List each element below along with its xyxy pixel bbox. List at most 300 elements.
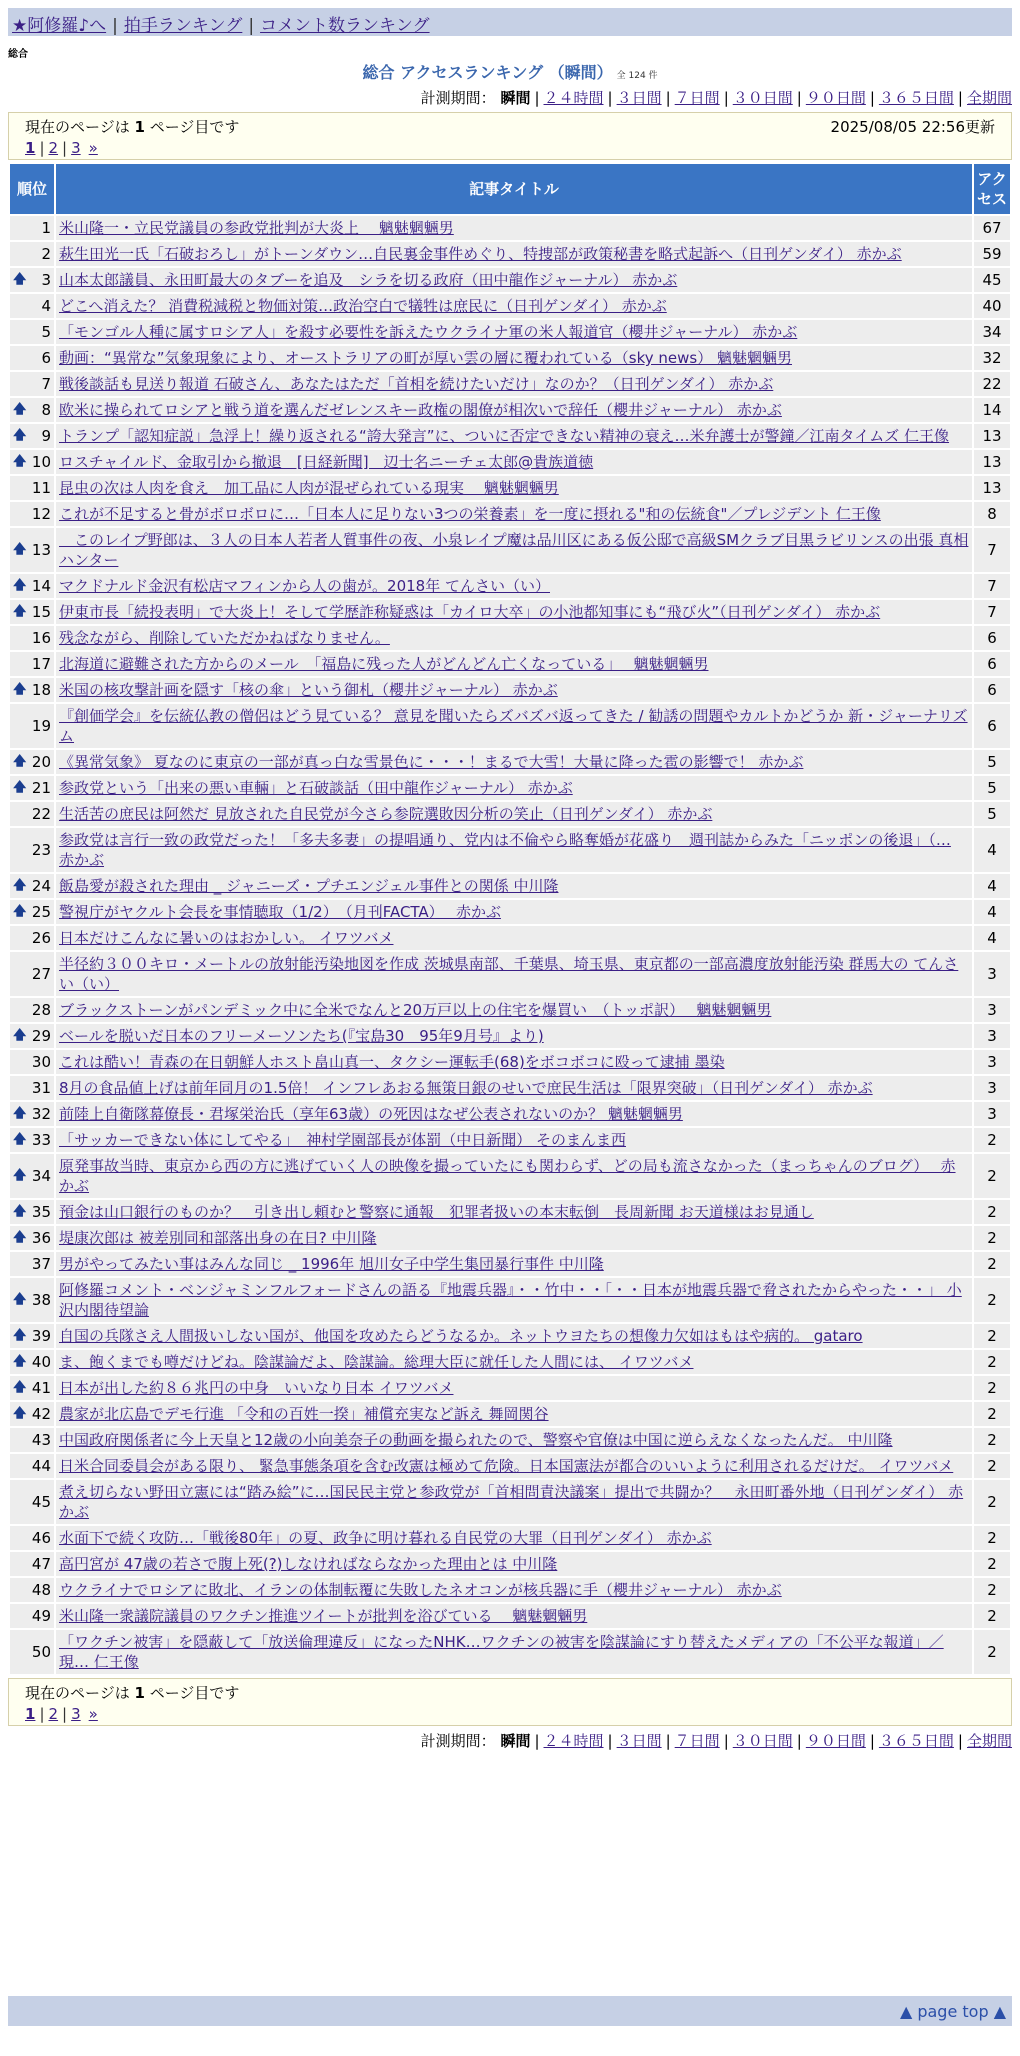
up-arrow-icon: 🡅: [13, 1204, 27, 1219]
rank-cell: [10, 1454, 54, 1478]
article-link[interactable]: 残念ながら、削除していただかねばなりません。: [59, 629, 390, 647]
table-row: [10, 450, 1010, 474]
article-link[interactable]: トランプ「認知症説」急浮上！繰り返される“誇大発言”に、ついに否定できない精神の衰え…米弁護士が警鐘／江南タイムズ 仁王像: [59, 427, 950, 445]
rank-cell: [10, 320, 54, 344]
next-page-link[interactable]: »: [88, 1705, 98, 1723]
period-separator: |: [723, 89, 729, 107]
rank-cell: [10, 294, 54, 318]
rank-number: 2: [41, 245, 51, 263]
article-link[interactable]: 伊東市長「続投表明」で大炎上！そして学歴詐称疑惑は「カイロ大卒」の小池都知事にも“飛び火”（日刊ゲンダイ） 赤かぶ: [59, 603, 881, 621]
access-count: 7: [974, 600, 1010, 624]
article-link[interactable]: 北海道に避難された方からのメール 「福島に残った人がどんどん亡くなっている」 魑魅魍魎男: [59, 655, 709, 673]
title-cell: [56, 802, 972, 826]
pager-separator: |: [62, 1705, 68, 1723]
article-link[interactable]: 「サッカーできない体にしてやる」 神村学園部長が体罰（中日新聞） そのまんま西: [59, 1131, 626, 1149]
article-link[interactable]: 『創価学会』を伝統仏教の僧侶はどう見ている？ 意見を聞いたらズバズバ返ってきた / 勧誘の問題やカルトかどうか 新・ジャーナリズム: [59, 707, 968, 745]
article-link[interactable]: 日米合同委員会がある限り、 緊急事態条項を含む改憲は極めて危険。日本国憲法が都合のいいように利用されるだけだ。 イワツバメ: [59, 1457, 954, 1475]
rank-cell: [10, 926, 54, 950]
article-link[interactable]: 煮え切らない野田立憲には“踏み絵”に…国民民主党と参政党が「首相問責決議案」提出で共闘か？ 永田町番外地（日刊ゲンダイ） 赤かぶ: [59, 1483, 964, 1521]
access-count: 2: [974, 1454, 1010, 1478]
access-count: 32: [974, 346, 1010, 370]
up-arrow-icon: 🡅: [13, 1132, 27, 1147]
table-row: [10, 1376, 1010, 1400]
table-row: [10, 242, 1010, 266]
table-row: [10, 424, 1010, 448]
access-count: 34: [974, 320, 1010, 344]
article-link[interactable]: ブラックストーンがパンデミック中に全米でなんと20万戸以上の住宅を爆買い （トッポ訳） 魑魅魍魎男: [59, 1001, 772, 1019]
period-option[interactable]: ９０日間: [805, 1732, 866, 1750]
rank-number: 45: [31, 1493, 51, 1511]
access-count: 5: [974, 802, 1010, 826]
table-row: [10, 1630, 1010, 1674]
article-link[interactable]: 中国政府関係者に今上天皇と12歳の小向美奈子の動画を撮られたので、警察や官僚は中国に逆らえなくなったんだ。 中川隆: [59, 1431, 893, 1449]
rank-number: 14: [31, 577, 51, 595]
rank-number: 11: [31, 479, 51, 497]
period-separator: |: [796, 1732, 802, 1750]
period-separator: |: [723, 1732, 729, 1750]
article-link[interactable]: 前陸上自衛隊幕僚長・君塚栄治氏（享年63歳）の死因はなぜ公表されないのか？ 魑魅魍魎男: [59, 1105, 683, 1123]
rank-number: 6: [41, 349, 51, 367]
page-link[interactable]: 3: [71, 139, 81, 157]
table-row: [10, 828, 1010, 872]
title-cell: [56, 952, 972, 996]
table-row: [10, 926, 1010, 950]
article-link[interactable]: これが不足すると骨がボロボロに…「日本人に足りない3つの栄養素」を一度に摂れる"和の伝統食"／プレジデント 仁王像: [59, 505, 881, 523]
period-separator: |: [957, 1732, 963, 1750]
title-cell: [56, 1578, 972, 1602]
access-count: 2: [974, 1154, 1010, 1198]
period-option[interactable]: ２４時間: [543, 89, 604, 107]
rank-cell: [10, 704, 54, 748]
rank-number: 4: [41, 297, 51, 315]
title-cell: [56, 874, 972, 898]
access-count: 4: [974, 900, 1010, 924]
article-link[interactable]: 警視庁がヤクルト会長を事情聴取（1/2） （月刊FACTA） 赤かぶ: [59, 903, 501, 921]
article-link[interactable]: 米国の核攻撃計画を隠す「核の傘」という御札（櫻井ジャーナル） 赤かぶ: [59, 681, 558, 699]
rank-cell: [10, 1024, 54, 1048]
rank-cell: [10, 1278, 54, 1322]
table-row: [10, 320, 1010, 344]
rank-cell: [10, 268, 54, 292]
title-column-header: 記事タイトル: [56, 164, 972, 214]
rank-cell: [10, 1376, 54, 1400]
page-link[interactable]: 1: [25, 139, 36, 157]
table-row: [10, 626, 1010, 650]
rank-number: 5: [41, 323, 51, 341]
access-count: 4: [974, 874, 1010, 898]
rank-number: 28: [31, 1001, 51, 1019]
period-option[interactable]: ３０日間: [732, 1732, 793, 1750]
article-link[interactable]: 山本太郎議員、永田町最大のタブーを追及 シラを切る政府（田中龍作ジャーナル） 赤かぶ: [59, 271, 678, 289]
next-page-link[interactable]: »: [88, 139, 98, 157]
article-link[interactable]: 半径約３００キロ・メートルの放射能汚染地図を作成 茨城県南部、千葉県、埼玉県、東京都の一部高濃度放射能汚染 群馬大の てんさい（い）: [59, 955, 959, 993]
rank-number: 17: [31, 655, 51, 673]
table-row: [10, 346, 1010, 370]
article-link[interactable]: 欧米に操られてロシアと戦う道を選んだゼレンスキー政権の閣僚が相次いで辞任（櫻井ジャーナル） 赤かぶ: [59, 401, 782, 419]
table-row: [10, 1324, 1010, 1348]
access-count: 14: [974, 398, 1010, 422]
article-link[interactable]: 萩生田光一氏「石破おろし」がトーンダウン…自民裏金事件めぐり、特捜部が政策秘書を略式起訴へ（日刊ゲンダイ） 赤かぶ: [59, 245, 902, 263]
rank-number: 50: [31, 1643, 51, 1661]
article-link[interactable]: 「ワクチン被害」を隠蔽して「放送倫理違反」になったNHK…ワクチンの被害を陰謀論にすり替えたメディアの「不公平な報道」／現… 仁王像: [59, 1633, 944, 1671]
rank-cell: [10, 424, 54, 448]
period-option[interactable]: ７日間: [674, 1732, 720, 1750]
rank-number: 40: [31, 1353, 51, 1371]
period-option[interactable]: ９０日間: [805, 89, 866, 107]
article-link[interactable]: 《異常気象》 夏なのに東京の一部が真っ白な雪景色に・・・！まるで大雪！大量に降った雹の影響で！ 赤かぶ: [59, 753, 804, 771]
pagination: [25, 139, 995, 157]
article-link[interactable]: 農家が北広島でデモ行進 「令和の百姓一揆」補償充実など訴え 舞岡関谷: [59, 1405, 549, 1423]
rank-cell: [10, 1604, 54, 1628]
rank-number: 29: [31, 1027, 51, 1045]
title-cell: [56, 652, 972, 676]
rank-number: 30: [31, 1053, 51, 1071]
section-label: 総合: [8, 49, 28, 60]
rank-cell: [10, 450, 54, 474]
access-count: 13: [974, 476, 1010, 500]
rank-cell: [10, 828, 54, 872]
article-link[interactable]: マクドナルド金沢有松店マフィンから人の歯が。2018年 てんさい（い）: [59, 577, 550, 595]
table-row: [10, 600, 1010, 624]
table-row: [10, 750, 1010, 774]
title-cell: [56, 1480, 972, 1524]
period-option: 瞬間: [500, 1732, 531, 1750]
period-option[interactable]: ３６５日間: [878, 89, 954, 107]
rank-cell: [10, 528, 54, 572]
table-row: [10, 1552, 1010, 1576]
up-arrow-icon: 🡅: [13, 1354, 27, 1369]
page-link[interactable]: 2: [48, 1705, 59, 1723]
table-row: [10, 528, 1010, 572]
rank-number: 26: [31, 929, 51, 947]
rank-cell: [10, 1200, 54, 1224]
rank-cell: [10, 776, 54, 800]
article-link[interactable]: このレイプ野郎は、３人の日本人若者人質事件の夜、小泉レイプ魔は品川区にある仮公邸で高級SMクラブ目黒ラビリンスの出張 真相ハンター: [59, 531, 969, 569]
table-row: [10, 1526, 1010, 1550]
title-cell: [56, 346, 972, 370]
table-row: [10, 1154, 1010, 1198]
article-link[interactable]: 動画：“異常な”気象現象により、オーストラリアの町が厚い雲の層に覆われている（sky news） 魑魅魍魎男: [59, 349, 792, 367]
rank-number: 44: [31, 1457, 51, 1475]
up-arrow-icon: 🡅: [13, 1328, 27, 1343]
rank-number: 8: [41, 401, 51, 419]
title-cell: [56, 776, 972, 800]
title-cell: [56, 1102, 972, 1126]
period-option[interactable]: ３日間: [616, 89, 662, 107]
pagination: [25, 1705, 995, 1723]
rank-number: 9: [41, 427, 51, 445]
rank-cell: [10, 398, 54, 422]
table-row: [10, 1226, 1010, 1250]
table-row: [10, 294, 1010, 318]
page-top-link[interactable]: ▲ page top ▲: [899, 2002, 1006, 2021]
rank-cell: [10, 750, 54, 774]
rank-number: 7: [41, 375, 51, 393]
access-count: 3: [974, 1024, 1010, 1048]
rank-number: 25: [31, 903, 51, 921]
table-row: [10, 398, 1010, 422]
table-row: [10, 216, 1010, 240]
rank-number: 18: [31, 681, 51, 699]
title-cell: [56, 502, 972, 526]
access-count: 6: [974, 678, 1010, 702]
rank-cell: [10, 1154, 54, 1198]
access-count: 5: [974, 750, 1010, 774]
period-separator: |: [665, 1732, 671, 1750]
up-arrow-icon: 🡅: [13, 1230, 27, 1245]
period-option[interactable]: ３６５日間: [878, 1732, 954, 1750]
up-arrow-icon: 🡅: [13, 402, 27, 417]
article-link[interactable]: 戦後談話も見送り報道 石破さん、あなたはただ「首相を続けたいだけ」なのか？（日刊ゲンダイ） 赤かぶ: [59, 375, 774, 393]
applause-ranking-link[interactable]: 拍手ランキング: [123, 16, 243, 36]
page-link[interactable]: 2: [48, 139, 59, 157]
title-cell: [56, 450, 972, 474]
access-count: 2: [974, 1428, 1010, 1452]
article-link[interactable]: これは酷い！青森の在日朝鮮人ホスト畠山真一、タクシー運転手(68)をボコボコに殴って逮捕 墨染: [59, 1053, 725, 1071]
comment-ranking-link[interactable]: コメント数ランキング: [260, 16, 430, 36]
rank-cell: [10, 1324, 54, 1348]
article-link[interactable]: 米山隆一・立民党議員の参政党批判が大炎上 魑魅魍魎男: [59, 219, 454, 237]
title-cell: [56, 1376, 972, 1400]
title-cell: [56, 268, 972, 292]
period-option[interactable]: 全期間: [966, 89, 1012, 107]
title-cell: [56, 900, 972, 924]
page-link[interactable]: 1: [25, 1705, 36, 1723]
up-arrow-icon: 🡅: [13, 1406, 27, 1421]
rank-cell: [10, 1252, 54, 1276]
table-row: [10, 952, 1010, 996]
access-count: 2: [974, 1226, 1010, 1250]
current-page-text: 現在のページは 1 ページ目です: [25, 118, 240, 136]
access-count: 2: [974, 1526, 1010, 1550]
access-count: 2: [974, 1350, 1010, 1374]
article-link[interactable]: 8月の食品値上げは前年同月の1.5倍！ インフレあおる無策日銀のせいで庶民生活は「限界突破」（日刊ゲンダイ） 赤かぶ: [59, 1079, 873, 1097]
article-link[interactable]: 阿修羅コメント・ベンジャミンフルフォードさんの語る『地震兵器』・・竹中・・「・・日本が地震兵器で脅されたからやった・・」 小沢内閣待望論: [59, 1281, 962, 1319]
current-page-text: 現在のページは 1 ページ目です: [25, 1684, 240, 1702]
title-cell: [56, 828, 972, 872]
table-row: [10, 1252, 1010, 1276]
rank-number: 34: [31, 1167, 51, 1185]
article-link[interactable]: 自国の兵隊さえ人間扱いしない国が、他国を攻めたらどうなるか。ネットウヨたちの想像力欠如はもはや病的。 gataro: [59, 1327, 863, 1345]
article-link[interactable]: 預金は山口銀行のものか？ 引き出し頼むと警察に通報 犯罪者扱いの本末転倒 長周新聞 お天道様はお見通し: [59, 1203, 814, 1221]
period-option[interactable]: ７日間: [674, 89, 720, 107]
article-link[interactable]: どこへ消えた？ 消費税減税と物価対策…政治空白で犠牲は庶民に（日刊ゲンダイ） 赤かぶ: [59, 297, 667, 315]
rank-cell: [10, 1076, 54, 1100]
updated-timestamp: 2025/08/05 22:56更新: [830, 118, 995, 136]
rank-cell: [10, 1552, 54, 1576]
table-row: [10, 268, 1010, 292]
article-link[interactable]: 男がやってみたい事はみんな同じ _ 1996年 旭川女子中学生集団暴行事件 中川隆: [59, 1255, 604, 1273]
rank-cell: [10, 1402, 54, 1426]
status-box-top: [8, 112, 1012, 160]
up-arrow-icon: 🡅: [13, 1380, 27, 1395]
period-option: 瞬間: [500, 89, 531, 107]
bottom-bar: [8, 1996, 1012, 2026]
access-count: 2: [974, 1128, 1010, 1152]
rank-cell: [10, 574, 54, 598]
rank-cell: [10, 1226, 54, 1250]
ranking-title: 総合 アクセスランキング （瞬間）: [362, 63, 613, 82]
access-count: 2: [974, 1552, 1010, 1576]
table-row: [10, 802, 1010, 826]
title-cell: [56, 216, 972, 240]
title-cell: [56, 1226, 972, 1250]
access-count: 3: [974, 1050, 1010, 1074]
access-count: 6: [974, 704, 1010, 748]
title-cell: [56, 1350, 972, 1374]
pager-separator: |: [39, 1705, 45, 1723]
home-link[interactable]: ★阿修羅♪へ: [12, 16, 107, 36]
title-cell: [56, 926, 972, 950]
article-link[interactable]: 高円宮が 47歳の若さで腹上死(?)しなければならなかった理由とは 中川隆: [59, 1555, 558, 1573]
access-count: 7: [974, 574, 1010, 598]
page-link[interactable]: 3: [71, 1705, 81, 1723]
rank-number: 3: [41, 271, 51, 289]
rank-number: 12: [31, 505, 51, 523]
access-count: 3: [974, 952, 1010, 996]
article-link[interactable]: 水面下で続く攻防…「戦後80年」の夏、政争に明け暮れる自民党の大罪（日刊ゲンダイ） 赤かぶ: [59, 1529, 712, 1547]
period-links: [500, 1732, 1012, 1750]
period-links: [500, 89, 1012, 107]
rank-cell: [10, 1350, 54, 1374]
period-separator: |: [534, 1732, 540, 1750]
access-count: 13: [974, 424, 1010, 448]
table-row: [10, 372, 1010, 396]
period-separator: |: [607, 89, 613, 107]
table-row: [10, 776, 1010, 800]
title-cell: [56, 242, 972, 266]
up-arrow-icon: 🡅: [13, 1168, 27, 1183]
access-count: 13: [974, 450, 1010, 474]
article-link[interactable]: 日本だけこんなに暑いのはおかしい。 イワツバメ: [59, 929, 394, 947]
period-selector-bottom: [421, 1730, 1012, 1751]
rank-cell: [10, 502, 54, 526]
rank-cell: [10, 678, 54, 702]
period-label: 計測期間：: [420, 1732, 496, 1750]
access-count: 8: [974, 502, 1010, 526]
up-arrow-icon: 🡅: [13, 1106, 27, 1121]
article-link[interactable]: ベールを脱いだ日本のフリーメーソンたち(『宝島30 95年9月号』より): [59, 1027, 544, 1045]
title-cell: [56, 1200, 972, 1224]
rank-number: 39: [31, 1327, 51, 1345]
ranking-body: [10, 216, 1010, 1674]
table-row: [10, 476, 1010, 500]
article-link[interactable]: 堤康次郎は 被差別同和部落出身の在日? 中川隆: [59, 1229, 377, 1247]
title-cell: [56, 1050, 972, 1074]
rank-number: 42: [31, 1405, 51, 1423]
table-row: [10, 502, 1010, 526]
title-cell: [56, 476, 972, 500]
access-count: 3: [974, 1102, 1010, 1126]
table-row: [10, 704, 1010, 748]
title-cell: [56, 626, 972, 650]
table-row: [10, 1454, 1010, 1478]
up-arrow-icon: 🡅: [13, 1292, 27, 1307]
access-count: 3: [974, 1076, 1010, 1100]
period-option[interactable]: ３０日間: [732, 89, 793, 107]
rank-cell: [10, 346, 54, 370]
article-link[interactable]: 生活苦の庶民は阿然だ 見放された自民党が今さら参院選敗因分析の笑止（日刊ゲンダイ） 赤かぶ: [59, 805, 713, 823]
article-link[interactable]: ま、飽くまでも噂だけどね。陰謀論だよ、陰謀論。総理大臣に就任した人間には、 イワツバメ: [59, 1353, 694, 1371]
article-link[interactable]: 参政党という「出来の悪い車輛」と石破談話（田中龍作ジャーナル） 赤かぶ: [59, 779, 573, 797]
up-arrow-icon: 🡅: [13, 578, 27, 593]
title-cell: [56, 1454, 972, 1478]
access-count: 7: [974, 528, 1010, 572]
article-link[interactable]: 米山隆一衆議院議員のワクチン推進ツイートが批判を浴びている 魑魅魍魎男: [59, 1607, 588, 1625]
period-separator: |: [665, 89, 671, 107]
title-cell: [56, 1604, 972, 1628]
rank-cell: [10, 1050, 54, 1074]
article-link[interactable]: ウクライナでロシアに敗北、イランの体制転覆に失敗したネオコンが核兵器に手（櫻井ジャーナル） 赤かぶ: [59, 1581, 782, 1599]
table-row: [10, 1480, 1010, 1524]
table-row: [10, 678, 1010, 702]
period-option[interactable]: ３日間: [616, 1732, 662, 1750]
article-link[interactable]: ロスチャイルド、金取引から撤退 [日経新聞] 辺士名ニーチェ太郎@貴族道徳: [59, 453, 594, 471]
up-arrow-icon: 🡅: [13, 904, 27, 919]
rank-cell: [10, 802, 54, 826]
period-option[interactable]: ２４時間: [543, 1732, 604, 1750]
table-row: [10, 1578, 1010, 1602]
table-row: [10, 1102, 1010, 1126]
table-row: [10, 652, 1010, 676]
status-box-bottom: [8, 1678, 1012, 1726]
rank-number: 46: [31, 1529, 51, 1547]
article-link[interactable]: 昆虫の次は人肉を食え 加工品に人肉が混ぜられている現実 魑魅魍魎男: [59, 479, 559, 497]
article-link[interactable]: 飯島愛が殺された理由 _ ジャニーズ・プチエンジェル事件との関係 中川隆: [59, 877, 559, 895]
rank-cell: [10, 1128, 54, 1152]
period-separator: |: [534, 89, 540, 107]
title-cell: [56, 704, 972, 748]
rank-cell: [10, 626, 54, 650]
access-count: 67: [974, 216, 1010, 240]
up-arrow-icon: 🡅: [13, 780, 27, 795]
access-count: 6: [974, 652, 1010, 676]
rank-cell: [10, 216, 54, 240]
access-count: 2: [974, 1604, 1010, 1628]
title-cell: [56, 678, 972, 702]
table-header-row: [10, 164, 1010, 214]
access-count: 2: [974, 1324, 1010, 1348]
article-link[interactable]: 日本が出した約８６兆円の中身 いいなり日本 イワツバメ: [59, 1379, 454, 1397]
article-link[interactable]: 参政党は言行一致の政党だった！「多夫多妻」の提唱通り、党内は不倫やら略奪婚が花盛り 週刊誌からみた「ニッポンの後退」（… 赤かぶ: [59, 831, 951, 869]
article-link[interactable]: 「モンゴル人種に属すロシア人」を殺す必要性を訴えたウクライナ軍の米人報道官（櫻井ジャーナル） 赤かぶ: [59, 323, 798, 341]
rank-cell: [10, 874, 54, 898]
up-arrow-icon: 🡅: [13, 1028, 27, 1043]
rank-number: 37: [31, 1255, 51, 1273]
title-cell: [56, 1128, 972, 1152]
title-cell: [56, 1324, 972, 1348]
title-cell: [56, 528, 972, 572]
period-separator: |: [957, 89, 963, 107]
article-link[interactable]: 原発事故当時、東京から西の方に逃げていく人の映像を撮っていたにも関わらず、どの局も流さなかった（まっちゃんのブログ） 赤かぶ: [59, 1157, 956, 1195]
up-arrow-icon: 🡅: [13, 272, 27, 287]
title-cell: [56, 372, 972, 396]
up-arrow-icon: 🡅: [13, 682, 27, 697]
period-separator: |: [607, 1732, 613, 1750]
access-column-header: アクセス: [974, 164, 1010, 214]
rank-cell: [10, 1480, 54, 1524]
period-selector-top: [421, 87, 1012, 108]
access-count: 40: [974, 294, 1010, 318]
period-option[interactable]: 全期間: [966, 1732, 1012, 1750]
title-cell: [56, 1076, 972, 1100]
table-row: [10, 1024, 1010, 1048]
rank-number: 20: [31, 753, 51, 771]
title-cell: [56, 1526, 972, 1550]
access-count: 4: [974, 926, 1010, 950]
title-cell: [56, 320, 972, 344]
rank-number: 43: [31, 1431, 51, 1449]
